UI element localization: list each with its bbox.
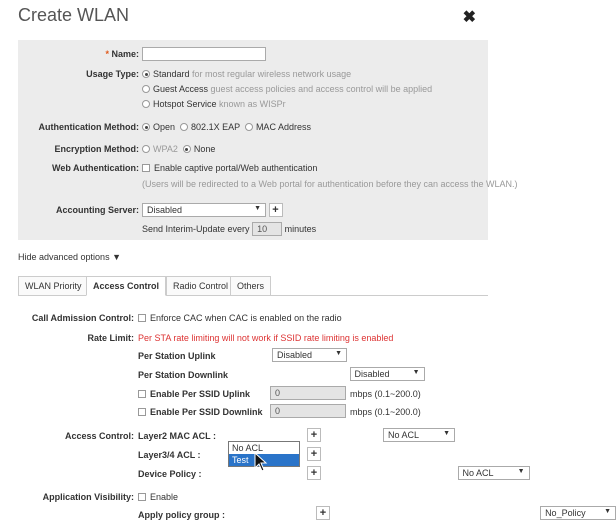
dropdown-option-test[interactable]: Test <box>229 454 299 466</box>
ssid-downlink-checkbox[interactable]: Enable Per SSID Downlink <box>138 407 263 417</box>
name-input[interactable] <box>142 47 266 61</box>
uplink-label: Per Station Uplink <box>138 351 216 361</box>
downlink-label: Per Station Downlink <box>138 370 229 380</box>
checkbox-icon[interactable] <box>138 408 146 416</box>
auth-open-option[interactable]: Open <box>153 122 176 132</box>
ssid-downlink-input[interactable]: 0 <box>270 404 346 418</box>
usage-type-label: Usage Type: <box>86 69 139 79</box>
dropdown-option-no-acl[interactable]: No ACL <box>232 443 264 453</box>
checkbox-icon[interactable] <box>142 164 150 172</box>
cac-checkbox[interactable]: Enforce CAC when CAC is enabled on the radio <box>138 313 342 323</box>
l3-acl-label: Layer3/4 ACL : <box>138 450 201 460</box>
radio-icon[interactable] <box>180 123 188 131</box>
dialog-title: Create WLAN <box>18 5 130 25</box>
web-auth-label: Web Authentication: <box>52 163 139 173</box>
ssid-uplink-unit: mbps (0.1~200.0) <box>350 389 421 399</box>
checkbox-icon[interactable] <box>138 390 146 398</box>
ssid-downlink-unit: mbps (0.1~200.0) <box>350 407 421 417</box>
web-auth-checkbox[interactable]: Enable captive portal/Web authentication <box>142 163 317 173</box>
uplink-select[interactable]: Disabled ▼ <box>272 348 347 362</box>
chevron-down-icon: ▼ <box>443 430 451 437</box>
chevron-down-icon: ▼ <box>604 508 612 515</box>
accounting-label: Accounting Server: <box>55 205 139 215</box>
close-icon[interactable]: ✖ <box>462 9 476 26</box>
auth-mac-option[interactable]: MAC Address <box>255 122 311 132</box>
tab-others[interactable]: Others <box>230 276 271 296</box>
tab-access-control[interactable]: Access Control <box>86 276 166 296</box>
radio-icon[interactable] <box>142 70 150 78</box>
required-marker: * <box>105 49 109 59</box>
enc-none-option[interactable]: None <box>193 144 216 154</box>
add-policy-group-button[interactable]: + <box>316 506 330 520</box>
chevron-down-icon: ▼ <box>254 205 261 212</box>
cac-label: Call Admission Control: <box>31 313 134 323</box>
app-visibility-label: Application Visibility: <box>42 492 134 502</box>
policy-group-label: Apply policy group : <box>138 510 225 520</box>
add-l2-acl-button[interactable]: + <box>307 428 321 442</box>
name-label: Name: <box>111 49 139 59</box>
add-l3-acl-button[interactable]: + <box>307 447 321 461</box>
chevron-down-icon: ▼ <box>335 350 342 357</box>
web-auth-hint: (Users will be redirected to a Web portal for authentication before they can access the WLAN.) <box>142 179 518 189</box>
ssid-uplink-input[interactable]: 0 <box>270 386 346 400</box>
radio-icon[interactable] <box>245 123 253 131</box>
usage-standard-option[interactable]: Standard for most regular wireless network usage <box>142 69 351 79</box>
rate-limit-warning: Per STA rate limiting will not work if SSID rate limiting is enabled <box>138 333 394 343</box>
tab-radio-control[interactable]: Radio Control <box>166 276 235 296</box>
add-device-policy-button[interactable]: + <box>307 466 321 480</box>
device-policy-label: Device Policy : <box>138 469 202 479</box>
chevron-down-icon: ▼ <box>412 369 420 376</box>
usage-hotspot-option[interactable]: Hotspot Service known as WISPr <box>142 99 286 109</box>
tab-bar <box>18 276 488 296</box>
radio-icon[interactable] <box>142 100 150 108</box>
rate-limit-label: Rate Limit: <box>87 333 134 343</box>
auth-method-label: Authentication Method: <box>38 122 139 132</box>
add-accounting-button[interactable]: + <box>269 203 283 217</box>
radio-icon[interactable] <box>142 123 150 131</box>
l2-acl-label: Layer2 MAC ACL : <box>138 431 217 441</box>
interim-input[interactable]: 10 <box>252 222 282 236</box>
auth-8021x-option[interactable]: 802.1X EAP <box>191 122 240 132</box>
radio-icon[interactable] <box>183 145 191 153</box>
access-control-label: Access Control: <box>64 431 134 441</box>
basic-settings-panel <box>18 40 518 240</box>
encryption-label: Encryption Method: <box>54 144 139 154</box>
checkbox-icon[interactable] <box>138 493 146 501</box>
l2-acl-select[interactable]: No ACL ▼ <box>383 428 455 442</box>
device-policy-select[interactable]: No ACL ▼ <box>458 466 530 480</box>
usage-guest-option[interactable]: Guest Access guest access policies and access control will be applied <box>142 84 432 94</box>
app-visibility-checkbox[interactable]: Enable <box>138 492 178 502</box>
checkbox-icon[interactable] <box>138 314 146 322</box>
hide-advanced-toggle[interactable]: Hide advanced options ▼ <box>18 252 121 262</box>
enc-wpa2-option[interactable]: WPA2 <box>153 144 178 154</box>
tab-wlan-priority[interactable]: WLAN Priority <box>18 276 89 296</box>
radio-icon[interactable] <box>142 145 150 153</box>
mouse-cursor-icon <box>254 452 268 472</box>
ssid-uplink-checkbox[interactable]: Enable Per SSID Uplink <box>138 389 250 399</box>
interim-update: Send Interim-Update every 10 minutes <box>142 224 317 234</box>
policy-group-select[interactable]: No_Policy ▼ <box>540 506 616 520</box>
downlink-select[interactable]: Disabled ▼ <box>350 367 425 381</box>
accounting-select[interactable]: Disabled ▼ <box>142 203 266 217</box>
radio-icon[interactable] <box>142 85 150 93</box>
chevron-down-icon: ▼ <box>517 468 525 475</box>
